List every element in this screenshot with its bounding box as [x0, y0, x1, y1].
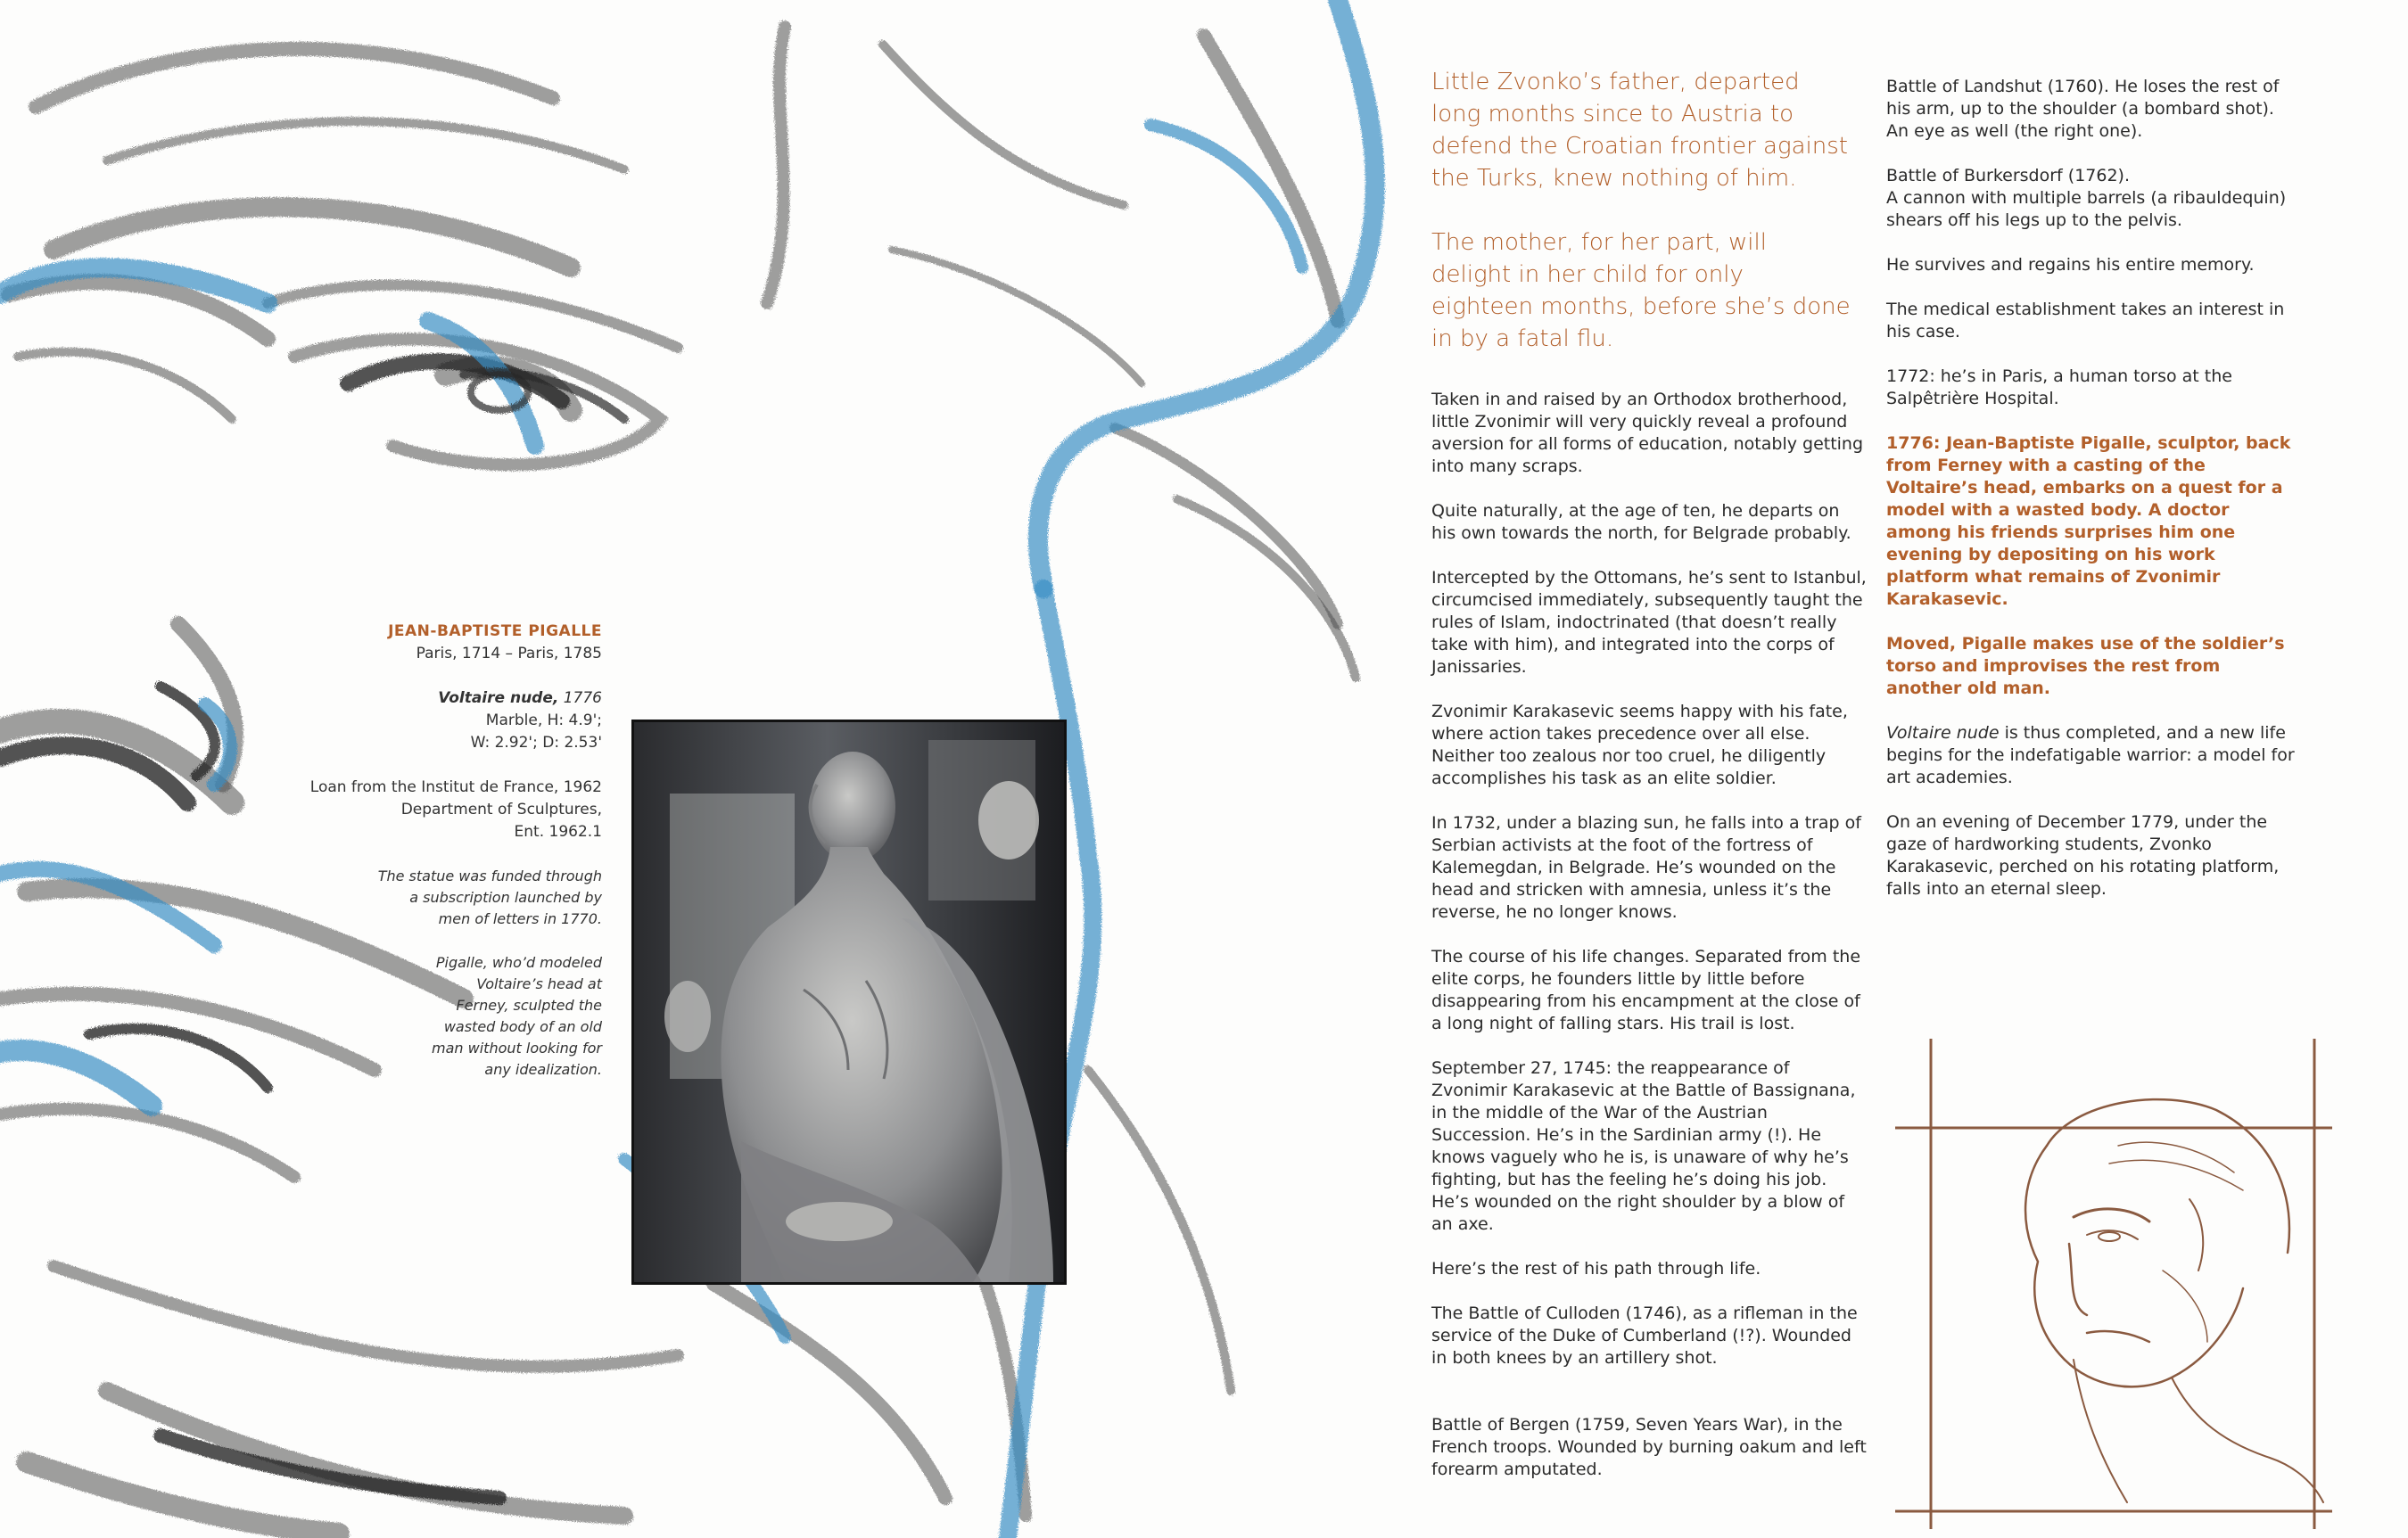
- artist-name: JEAN-BAPTISTE PIGALLE: [388, 622, 602, 640]
- body-paragraph: Zvonimir Karakasevic seems happy with his fate, where action takes precedence over all else. Neither too zealous nor too cruel, he diligently accomplishes his task as an elite soldier.: [1431, 702, 1848, 788]
- artwork-title-inline: Voltaire nude: [1886, 723, 2000, 743]
- artwork-dimensions: W: 2.92'; D: 2.53': [470, 734, 602, 752]
- intro-paragraph-2: The mother, for her part, will delight in her child for only eighteen months, before she’s done in by a fatal flu.: [1431, 229, 1851, 352]
- body-paragraph: Here’s the rest of his path through life.: [1431, 1259, 1761, 1279]
- body-paragraph: In 1732, under a blazing sun, he falls into a trap of Serbian activists at the foot of the fortress of Kalemegdan, in Belgrade. He’s wounded on the head and stricken with amnesia, unless it’s the reverse, he no longer knows.: [1431, 813, 1861, 922]
- artwork-material: Marble, H: 4.9';: [485, 711, 602, 729]
- completion-text: is thus completed, and a new life begins for the indefatigable warrior: a model for art academies.: [1886, 723, 2295, 787]
- loan-line-1: Loan from the Institut de France, 1962: [309, 778, 602, 796]
- body-column-1: [1431, 389, 1868, 1503]
- intro-paragraph-1: Little Zvonko’s father, departed long months since to Austria to defend the Croatian frontier against the Turks, knew nothing of him.: [1431, 69, 1848, 192]
- body-paragraph: Taken in and raised by an Orthodox brotherhood, little Zvonimir will very quickly reveal a profound aversion for all forms of education, notably getting into many scraps.: [1431, 390, 1864, 476]
- body-paragraph: Battle of Landshut (1760). He loses the rest of his arm, up to the shoulder (a bombard shot). An eye as well (the right one).: [1886, 77, 2280, 141]
- body-paragraph: The medical establishment takes an interest in his case.: [1886, 300, 2285, 341]
- ribauldequin-text: A cannon with multiple barrels (a ribauldequin) shears off his legs up to the pelvis.: [1886, 188, 2287, 230]
- body-paragraph: The Battle of Culloden (1746), as a rifleman in the service of the Duke of Cumberland (!?). Wounded in both knees by an artillery shot.: [1431, 1304, 1858, 1368]
- voltaire-statue-photo: [631, 720, 1067, 1285]
- caption-note-pigalle: Pigalle, who’d modeled Voltaire’s head at Ferney, sculpted the wasted body of an old man without looking for any idealization.: [432, 954, 602, 1078]
- body-paragraph: Battle of Bergen (1759, Seven Years War), in the French troops. Wounded by burning oakum and left forearm amputated.: [1431, 1415, 1867, 1479]
- body-paragraph: He survives and regains his entire memory.: [1886, 255, 2255, 275]
- body-paragraph: September 27, 1745: the reappearance of Zvonimir Karakasevic at the Battle of Bassignana, in the middle of the War of the Austrian Succession. He’s in the Sardinian army (!). He knows vaguely who he is, is unaware of why he’s fighting, but has the feeling he’s doing his job. He’s wounded on the right shoulder by a blow of an axe.: [1431, 1058, 1856, 1234]
- body-paragraph: Quite naturally, at the age of ten, he departs on his own towards the north, for Belgrade probably.: [1431, 501, 1851, 543]
- battle-burkersdorf: Battle of Burkersdorf (1762).: [1886, 166, 2130, 185]
- body-paragraph: The course of his life changes. Separated from the elite corps, he founders little by little before disappearing from his encampment at the close of a long night of falling stars. His trail is lost.: [1431, 947, 1861, 1033]
- loan-line-3: Ent. 1962.1: [514, 823, 602, 841]
- body-column-2: [1886, 76, 2297, 923]
- highlight-paragraph: 1776: Jean-Baptiste Pigalle, sculptor, back from Ferney with a casting of the Voltaire’s head, embarks on a quest for a model with a wasted body. A doctor among his friends surprises him one evening by depositing on his work platform what remains of Zvonimir Karakasevic.: [1886, 433, 2291, 609]
- intro-text: [1431, 66, 1851, 387]
- artist-life-dates: Paris, 1714 – Paris, 1785: [416, 645, 602, 662]
- statue-image: [634, 722, 1064, 1282]
- body-paragraph: [1886, 165, 2297, 232]
- artwork-title: Voltaire nude,: [438, 689, 559, 707]
- caption-note-funding: The statue was funded through a subscription launched by men of letters in 1770.: [377, 868, 602, 927]
- sepia-portrait-sketch: [1895, 1039, 2332, 1529]
- artwork-year: 1776: [563, 689, 602, 707]
- loan-line-2: Department of Sculptures,: [400, 801, 602, 818]
- body-paragraph: [1886, 722, 2297, 789]
- artwork-caption: [294, 621, 602, 1081]
- artwork-title-line: [294, 687, 602, 710]
- body-paragraph: On an evening of December 1779, under the gaze of hardworking students, Zvonko Karakasevic, perched on his rotating platform, falls into an eternal sleep.: [1886, 812, 2280, 899]
- highlight-paragraph: Moved, Pigalle makes use of the soldier’s torso and improvises the rest from another old man.: [1886, 634, 2285, 698]
- body-paragraph: Intercepted by the Ottomans, he’s sent to Istanbul, circumcised immediately, subsequently taught the rules of Islam, indoctrinated (that doesn’t really take with him), and integrated into the corps of Janissaries.: [1431, 568, 1867, 677]
- body-paragraph: 1772: he’s in Paris, a human torso at the Salpêtrière Hospital.: [1886, 366, 2232, 408]
